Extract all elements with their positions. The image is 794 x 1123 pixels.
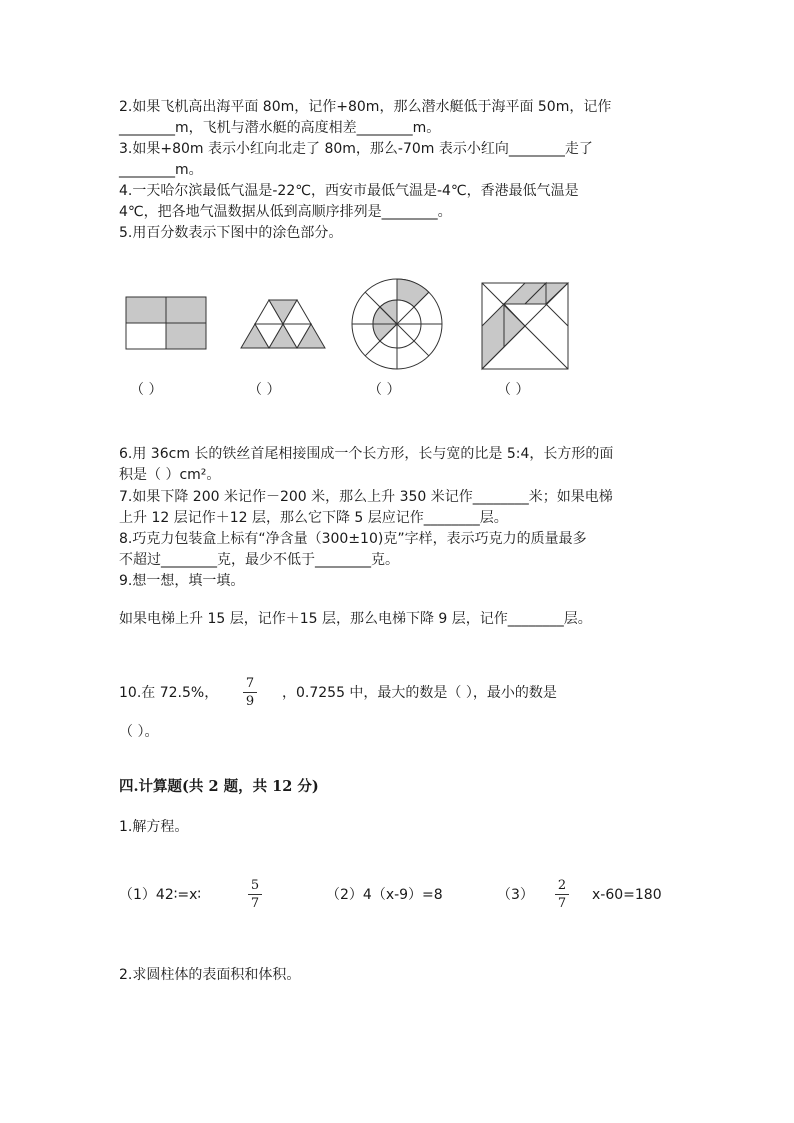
q10-fraction <box>241 676 259 709</box>
figure-tangram <box>480 281 570 371</box>
q9-body: 如果电梯上升 15 层，记作＋15 层，那么电梯下降 9 层，记作________层。 <box>119 611 592 627</box>
q10-frac-numerator: 7 <box>245 676 255 691</box>
q7-line1: 7.如果下降 200 米记作－200 米，那么上升 350 米记作________米；如果电梯 <box>119 489 613 505</box>
figure-trapezoid <box>238 296 328 352</box>
calc2-title: 2.求圆柱体的表面积和体积。 <box>119 967 301 983</box>
q10-line2: （ ）。 <box>119 724 159 740</box>
q8-line1: 8.巧克力包装盒上标有“净含量（300±10)克”字样，表示巧克力的质量最多 <box>119 531 587 547</box>
equation-3-fraction <box>553 878 571 911</box>
q6-line1: 6.用 36cm 长的铁丝首尾相接围成一个长方形，长与宽的比是 5:4，长方形的面 <box>119 446 614 462</box>
equation-3-suffix: x-60=180 <box>592 887 662 903</box>
eq1-denominator: 7 <box>250 896 260 911</box>
q10-part1: 10.在 72.5%， <box>119 685 219 701</box>
q3-line1: 3.如果+80m 表示小红向北走了 80m，那么-70m 表示小红向________走了 <box>119 141 593 157</box>
eq3-numerator: 2 <box>557 878 567 893</box>
q4-line1: 4.一天哈尔滨最低气温是-22℃，西安市最低气温是-4℃，香港最低气温是 <box>119 183 579 199</box>
q4-line2: 4℃，把各地气温数据从低到高顺序排列是________。 <box>119 204 452 220</box>
section-heading: 四.计算题(共 2 题，共 12 分) <box>119 778 319 795</box>
eq1-numerator: 5 <box>250 878 260 893</box>
equation-1: （1）42∶=x∶ <box>119 887 202 903</box>
q3-line2: ________m。 <box>119 162 203 178</box>
q2-line2: ________m，飞机与潜水艇的高度相差________m。 <box>119 120 441 136</box>
equation-3-prefix: （3） <box>497 887 534 903</box>
q2-line1: 2.如果飞机高出海平面 80m，记作+80m，那么潜水艇低于海平面 50m，记作 <box>119 99 612 115</box>
q10-part2: ，0.7255 中，最大的数是（ ），最小的数是 <box>282 685 557 701</box>
equation-2: （2）4（x-9）=8 <box>326 887 443 903</box>
answer-blank-1[interactable]: （ ） <box>130 382 163 398</box>
q8-line2: 不超过________克，最少不低于________克。 <box>119 552 399 568</box>
figure-circle <box>349 276 445 372</box>
q10-frac-denominator: 9 <box>245 694 255 709</box>
equation-1-fraction <box>246 878 264 911</box>
figure-rectangle <box>124 295 208 351</box>
eq3-denominator: 7 <box>557 896 567 911</box>
q9-title: 9.想一想，填一填。 <box>119 573 245 589</box>
q5-text: 5.用百分数表示下图中的涂色部分。 <box>119 225 343 241</box>
answer-blank-2[interactable]: （ ） <box>248 382 281 398</box>
answer-blank-4[interactable]: （ ） <box>497 382 530 398</box>
q6-line2: 积是（ ）cm²。 <box>119 467 221 483</box>
calc1-title: 1.解方程。 <box>119 819 189 835</box>
q7-line2: 上升 12 层记作＋12 层，那么它下降 5 层应记作________层。 <box>119 510 508 526</box>
answer-blank-3[interactable]: （ ） <box>368 382 401 398</box>
